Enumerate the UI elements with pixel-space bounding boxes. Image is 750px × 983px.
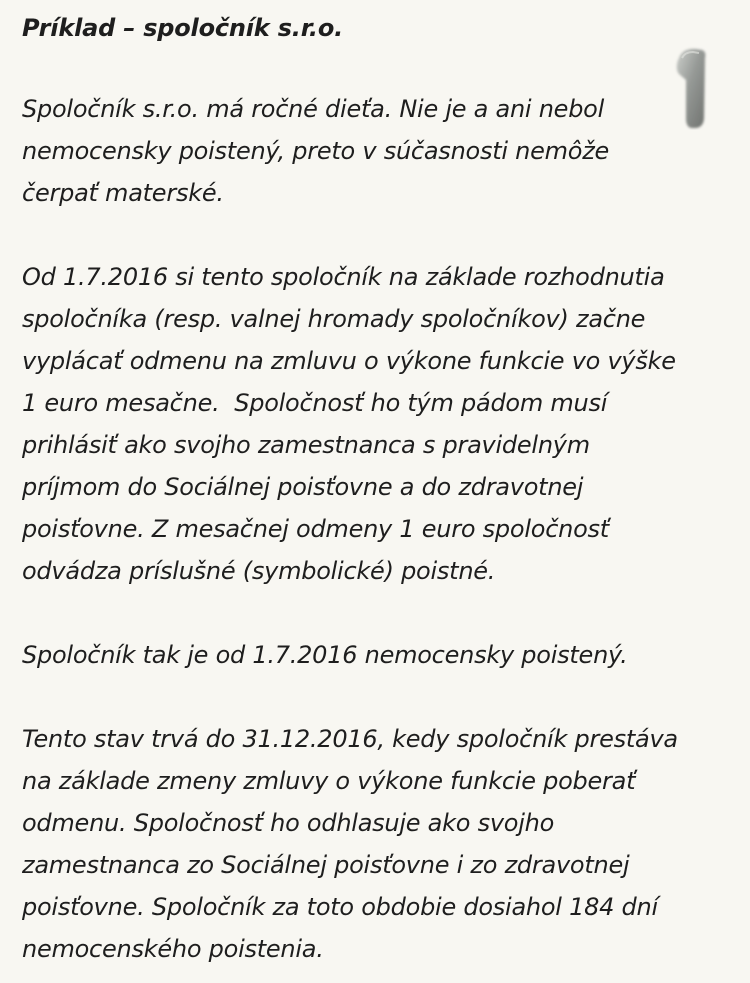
paragraph-2: Od 1.7.2016 si tento spoločník na základe rozhodnutia spoločníka (resp. valnej hromady spoločníkov) začne vyplácať odmenu na zmluvu o výkone funkcie vo výške 1 euro mesačne. Spoločnosť ho tým pádom musí prihlásiť ako svojho zamestnanca s pravidelným príjmom do Sociálnej poisťovne a do zdravotnej poisťovne. Z mesačnej odmeny 1 euro spoločnosť odvádza príslušné (symbolické) poistné. (22, 263, 676, 585)
paragraph-1: Spoločník s.r.o. má ročné dieťa. Nie je a ani nebol nemocensky poistený, preto v súčasnosti nemôže čerpať materské. (22, 95, 610, 207)
paragraph-spacer (22, 676, 732, 718)
paragraph-spacer (22, 44, 732, 88)
paragraph-3: Spoločník tak je od 1.7.2016 nemocensky poistený. (22, 641, 628, 669)
paragraph-spacer (22, 592, 732, 634)
paragraph-spacer (22, 214, 732, 256)
paragraph-4: Tento stav trvá do 31.12.2016, kedy spoločník prestáva na základe zmeny zmluvy o výkone funkcie poberať odmenu. Spoločnosť ho odhlasuje ako svojho zamestnanca zo Sociálnej poisťovne i zo zdravotnej poisťovne. Spoločník za toto obdobie dosiahol 184 dní nemocenského poistenia. (22, 725, 678, 963)
bookmark-icon[interactable] (672, 46, 710, 130)
document-title: Príklad – spoločník s.r.o. (22, 14, 344, 42)
